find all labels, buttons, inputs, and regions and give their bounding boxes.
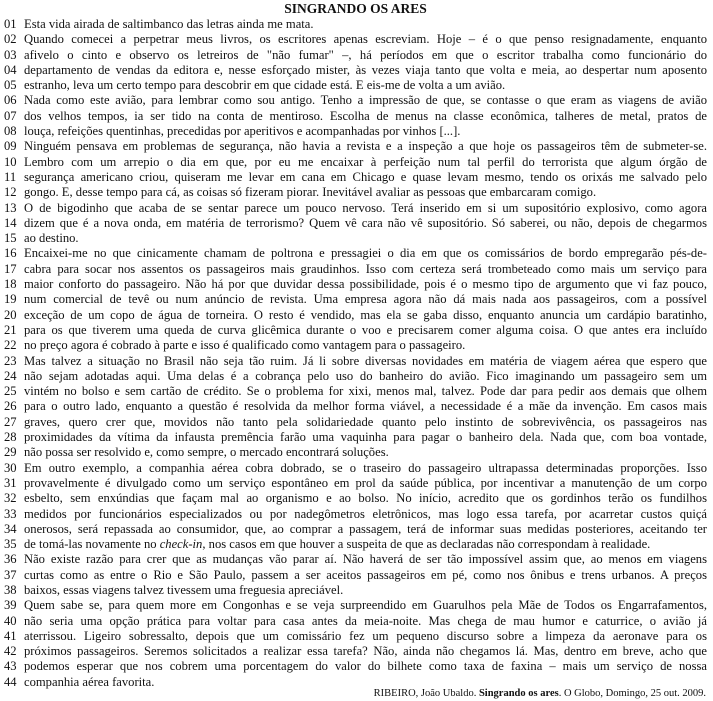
line-text: provavelmente é divulgado como um serviço espontâneo em prol da saúde pública, por incentivar a manutenção de um corpo: [24, 475, 707, 490]
text-line: [4, 246, 707, 261]
text-line: [4, 598, 707, 613]
line-number: 28: [4, 430, 17, 445]
text-line: [4, 262, 707, 277]
line-number: 02: [4, 32, 17, 47]
citation-author: RIBEIRO, João Ubaldo.: [373, 688, 479, 699]
line-text: estranho, leva um certo tempo para descobrir em que cidade está. E eis-me de volta a um avião.: [24, 78, 506, 93]
line-text: no preço agora é cobrado à parte e isso é qualificado como vantagem para o passageiro.: [24, 338, 466, 353]
text-line: [4, 476, 707, 491]
text-line: [4, 155, 707, 170]
text-line: [4, 48, 707, 63]
line-text: cabra para socar nos assentos os passageiros mais graudinhos. Isso com certeza será trombeteado como mais um serviço para: [24, 261, 707, 276]
text-line: [4, 185, 707, 200]
line-text: Ninguém pensava em problemas de segurança, não havia a revista e a inspeção a que hoje os passageiros têm de submeter-se.: [24, 139, 707, 154]
text-line: [4, 308, 707, 323]
citation-source: . O Globo, Domingo, 25 out. 2009.: [558, 688, 706, 699]
text-line: [4, 461, 707, 476]
line-number: 05: [4, 78, 17, 93]
line-text: proximidades da vítima da infausta premência farão uma vaquinha para pagar o banheiro dela. Nada que, com boa vontade,: [24, 430, 707, 445]
line-number: 14: [4, 215, 17, 230]
text-line: [4, 583, 707, 598]
text-line: [4, 277, 707, 292]
line-text: Lembro com um arrepio o dia em que, por eu me encaixar à perfeição num tal perfil do terrorista que algum órgão de: [24, 154, 707, 169]
line-text: companhia aérea favorita.: [24, 674, 155, 689]
line-text: Esta vida airada de saltimbanco das letras ainda me mata.: [24, 17, 314, 31]
text-line: [4, 17, 707, 32]
line-number: 23: [4, 353, 17, 368]
line-text: dizem que é a nova onda, em matéria de terrorismo? Quem vê cara não vê supositório. Só saberei, ou não, depois de chegarmos: [24, 215, 707, 230]
line-number: 21: [4, 322, 17, 337]
text-line: [4, 231, 707, 246]
text-line: [4, 629, 707, 644]
text-line: [4, 338, 707, 353]
line-text: não possa ser resolvido e, como sempre, o mercado encontrará soluções.: [24, 445, 389, 460]
line-text: não sejam adotadas aqui. Uma delas é a cobrança pelo uso do banheiro do avião. Fico imaginando um passageiro sem um: [24, 368, 707, 383]
line-number: 17: [4, 261, 17, 276]
line-number: 06: [4, 93, 17, 108]
line-number: 20: [4, 307, 17, 322]
line-number: 09: [4, 139, 17, 154]
text-line: [4, 415, 707, 430]
line-number: 04: [4, 62, 17, 77]
line-text: segurança americano criou, quiseram me levar em cana em Chicago e quase levam mesmo, tendo os orixás me salvado pelo: [24, 169, 707, 184]
line-text: curtas como as entre o Rio e São Paulo, passem a ser aceitos passageiros em pé, como nos ônibus e trens urbanos. A preços: [24, 567, 707, 582]
line-text: onerosos, será repassada ao consumidor, que, ao comprar a passagem, terá de informar suas medidas posteriores, aceitando ter: [24, 521, 707, 536]
line-number: 38: [4, 582, 17, 597]
line-text: próximos passageiros. Seremos solicitados a realizar essa tarefa? Não, ainda não chegamos lá. Mas, dentro em breve, acho que: [24, 644, 707, 659]
line-text: Mas talvez a situação no Brasil não seja tão ruim. Já li sobre diversas novidades em matéria de viagem aérea que espero que: [24, 353, 707, 368]
text-line: [4, 292, 707, 307]
line-number: 42: [4, 644, 17, 659]
line-number: 32: [4, 491, 17, 506]
line-text: aterrissou. Ligeiro sobressalto, depois que um comissário fez um pequeno discurso sobre a limpeza da aeronave para os: [24, 628, 707, 643]
text-line: [4, 323, 707, 338]
text-line: [4, 201, 707, 216]
line-number: 40: [4, 613, 17, 628]
line-number: 36: [4, 552, 17, 567]
line-number: 18: [4, 277, 17, 292]
line-text-segment: de tomá-las novamente no: [24, 537, 160, 552]
line-number: 37: [4, 567, 17, 582]
line-number: 26: [4, 399, 17, 414]
text-line: [4, 93, 707, 108]
line-number: 30: [4, 460, 17, 475]
italic-term: check-in: [159, 537, 203, 552]
line-text: afivelo o cinto e observo os letreiros de "não fumar" –, há períodos em que o escritor trabalha como funcionário do: [24, 47, 707, 62]
text-line: [4, 32, 707, 47]
text-line: [4, 644, 707, 659]
line-number: 08: [4, 124, 17, 139]
text-line: [4, 659, 707, 674]
line-text: Quando comecei a perpetrar meus livros, os escritores apenas escreviam. Hoje – é o que penso resignadamente, enquanto: [24, 32, 707, 47]
text-line: [4, 522, 707, 537]
line-number: 01: [4, 17, 17, 31]
line-text: ao destino.: [24, 231, 79, 246]
text-line: [4, 369, 707, 384]
line-number: 43: [4, 659, 17, 674]
line-text: Encaixei-me no que cinicamente chamam de poltrona e pressagiei o dia em que os comissários de bordo empregarão pés-de-: [24, 246, 707, 261]
text-line: [4, 537, 707, 552]
line-number: 12: [4, 185, 17, 200]
line-text: medidos por funcionários especializados ou por nadegômetros eletrônicos, mas logo essa tarefa, por acarretar custos quiçá: [24, 506, 707, 521]
line-number: 15: [4, 231, 17, 246]
text-line: [4, 445, 707, 460]
line-text: Nada como este avião, para lembrar como sou antigo. Tenho a impressão de que, se contasse o que eram as viagens de avião: [24, 93, 707, 108]
line-number: 39: [4, 598, 17, 613]
text-line: [4, 614, 707, 629]
line-text: departamento de vendas da editora e, nesse esforçado mister, às vezes viaja tanto que volta e meia, ao despertar num aposento: [24, 62, 707, 77]
text-line: [4, 491, 707, 506]
text-line: [4, 109, 707, 124]
line-text: O de bigodinho que acaba de se sentar parece um pouco nervoso. Terá inserido em si um supositório explosivo, como agora: [24, 200, 707, 215]
line-number: 03: [4, 47, 17, 62]
line-number: 24: [4, 368, 17, 383]
line-number: 27: [4, 414, 17, 429]
line-number: 16: [4, 246, 17, 261]
line-text-segment: , nos casos em que houver a suspeita de que as declaradas não correspondam à realidade.: [202, 537, 651, 552]
line-text: gongo. E, desse tempo para cá, as coisas só fizeram piorar. Inevitável avaliar as pessoas que embarcaram comigo.: [24, 185, 597, 200]
text-line: [4, 63, 707, 78]
line-text: num comercial de tevê ou num anúncio de revista. Uma empresa agora não dá mais nada aos passageiros, com a possível: [24, 292, 707, 307]
line-number: 25: [4, 384, 17, 399]
text-line: [4, 354, 707, 369]
line-text: baixos, essas viagens talvez tivessem uma freguesia apreciável.: [24, 582, 344, 597]
article-body: [4, 17, 707, 690]
line-number: 31: [4, 475, 17, 490]
citation-title: Singrando os ares: [478, 688, 559, 699]
line-text: maior conforto do passageiro. Não há por que duvidar dessa possibilidade, pois é o mesmo tipo de argumento que vi faz pouco,: [24, 277, 707, 292]
text-line: [4, 552, 707, 567]
line-text: dos velhos tempos, ia ser tido na conta de mentiroso. Escolha de menus na classe econômica, talheres de metal, pratos de: [24, 108, 707, 123]
text-line: [4, 216, 707, 231]
text-line: [4, 399, 707, 414]
line-text: graves, quero crer que, movidos não tanto pela solidariedade quanto pelo instinto de sobrevivência, os passageiros nas: [24, 414, 707, 429]
text-line: [4, 430, 707, 445]
line-number: 19: [4, 292, 17, 307]
text-line: [4, 124, 707, 139]
text-line: [4, 78, 707, 93]
line-number: 33: [4, 506, 17, 521]
text-line: [4, 384, 707, 399]
line-number: 35: [4, 537, 17, 552]
line-text: podemos esperar que nos cobrem uma porcentagem do valor do bilhete como taxa de faxina – mais um serviço de nossa: [24, 659, 707, 674]
line-number: 13: [4, 200, 17, 215]
line-text: exceção de um copo de água de torneira. O resto é vendido, mas ela se gaba disso, enquanto anuncia um cardápio baratinho,: [24, 307, 707, 322]
line-number: 10: [4, 154, 17, 169]
line-number: 34: [4, 521, 17, 536]
line-text: Não existe razão para crer que as mudanças vão parar aí. Não haverá de ser tão impossível assim que, ao menos em viagens: [24, 552, 707, 567]
line-text: não seria uma opção prática para voltar para casa antes da meia-noite. Mas chega de mau humor e caturrice, o avião já: [24, 613, 707, 628]
line-number: 44: [4, 674, 17, 689]
citation: [374, 688, 706, 700]
line-text: [24, 537, 707, 552]
line-number: 11: [4, 169, 17, 184]
text-line: [4, 139, 707, 154]
line-text: esbelto, sem enxúndias que façam mal ao organismo e ao bolso. No início, acredito que os gordinhos terão os fundilhos: [24, 491, 707, 506]
line-text: vintém no bolso e sem cartão de crédito. Se o problema for xixi, menos mal, talvez. Pode dar para pedir aos demais que olhem: [24, 384, 707, 399]
text-line: [4, 507, 707, 522]
line-number: 22: [4, 338, 17, 353]
line-text: louça, refeições quentinhas, precedidas por aperitivos e acompanhadas por vinhos [...].: [24, 124, 461, 139]
line-text: Em outro exemplo, a companhia aérea cobra dobrado, se o traseiro do passageiro ultrapassa determinadas proporções. Isso: [24, 460, 707, 475]
line-number: 07: [4, 108, 17, 123]
article-title: SINGRANDO OS ARES: [284, 1, 427, 16]
line-text: Quem sabe se, para quem more em Congonhas e se veja surpreendido em Guarulhos pela Mãe de Todos os Engarrafamentos,: [24, 598, 707, 613]
line-number: 29: [4, 445, 17, 460]
line-text: para o outro lado, enquanto a questão é resolvida da melhor forma viável, a necessidade é a mãe da invenção. Em casos mais: [24, 399, 707, 414]
line-text: para os que tiverem uma queda de curva glicêmica durante o voo e precisarem comer alguma coisa. O que antes era incluído: [24, 322, 707, 337]
line-number: 41: [4, 628, 17, 643]
text-line: [4, 170, 707, 185]
text-line: [4, 568, 707, 583]
